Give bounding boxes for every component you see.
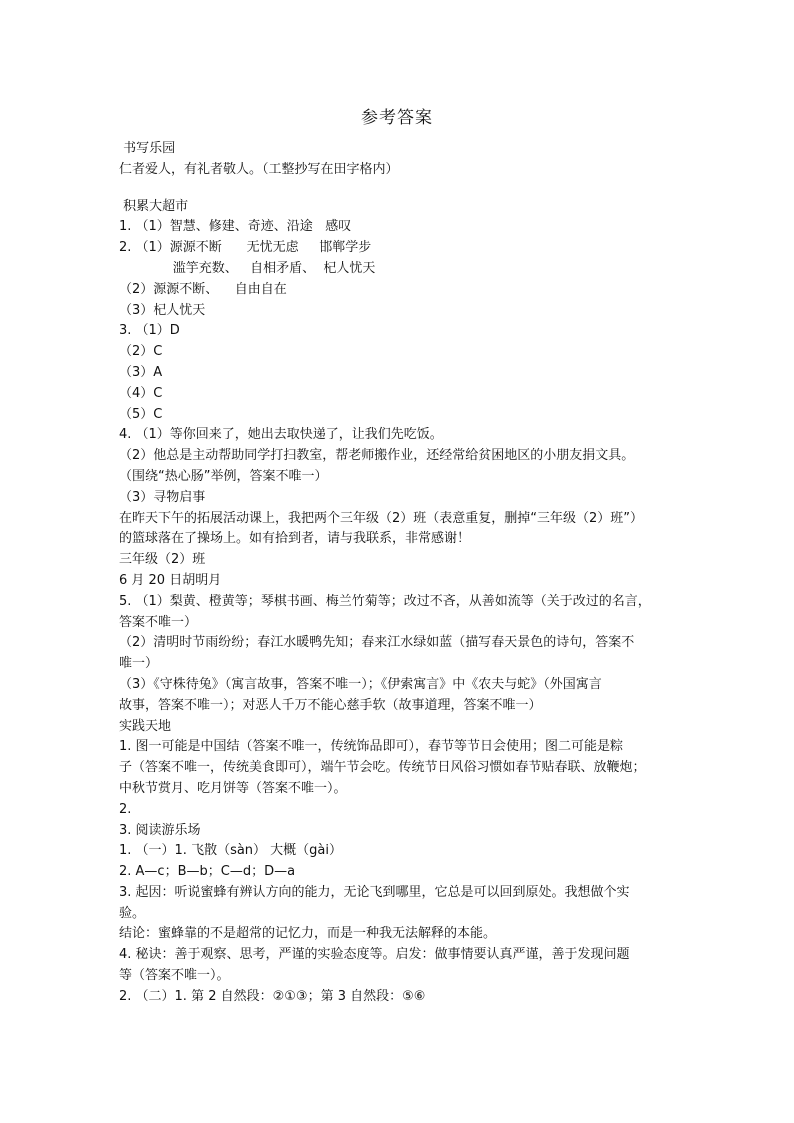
text-line: 验。: [119, 905, 146, 921]
section-heading: 书写乐园: [119, 141, 176, 156]
section-heading: 积累大超市: [119, 198, 189, 214]
section-heading: 实践天地: [119, 718, 172, 734]
text-line: （3）寻物启事: [119, 489, 206, 505]
text-line: 滥竽充数、 自相矛盾、 杞人忧天: [119, 260, 376, 276]
page-title: 参考答案: [361, 108, 433, 128]
text-line: 5. （1）梨黄、橙黄等；琴棋书画、梅兰竹菊等；改过不吝，从善如流等（关于改过的名言，: [119, 593, 651, 609]
text-line: 仁者爱人，有礼者敬人。（工整抄写在田字格内）: [119, 161, 399, 177]
text-line: 1. （一）1. 飞散（sàn） 大概（gài）: [119, 843, 343, 859]
text-line: 三年级（2）班: [119, 552, 206, 568]
blank-line: [119, 181, 679, 197]
text-line: （2）清明时节雨纷纷；春江水暖鸭先知；春来江水绿如蓝（描写春天景色的诗句，答案不: [119, 635, 635, 651]
text-line: 2. （二）1. 第 2 自然段：②①③；第 3 自然段：⑤⑥: [119, 988, 426, 1004]
text-line: 答案不唯一）: [119, 614, 198, 630]
text-line: （围绕“热心肠”举例，答案不唯一）: [119, 468, 328, 484]
text-line: 2.: [119, 801, 132, 817]
answer-body: [119, 139, 679, 1008]
text-line: 子（答案不唯一，传统美食即可），端午节会吃。传统节日风俗习惯如春节贴春联、放鞭炮；: [119, 760, 646, 776]
text-line: （2）源源不断、 自由自在: [119, 281, 287, 297]
text-line: 4. （1）等你回来了，她出去取快递了，让我们先吃饭。: [119, 427, 443, 443]
text-line: 唯一）: [119, 656, 159, 672]
text-line: （5）C: [119, 406, 163, 422]
text-line: 3. 起因：听说蜜蜂有辨认方向的能力，无论飞到哪里，它总是可以回到原处。我想做个实: [119, 884, 630, 900]
section-heading: 3. 阅读游乐场: [119, 822, 201, 838]
text-line: 4. 秘诀：善于观察、思考，严谨的实验态度等。启发：做事情要认真严谨，善于发现问题: [119, 947, 630, 963]
text-line: （4）C: [119, 385, 163, 401]
text-line: （2）C: [119, 344, 163, 360]
text-line: 2. A—c；B—b；C—d；D—a: [119, 864, 296, 880]
text-line: 1. （1）智慧、修建、奇迹、沿途 感叹: [119, 219, 352, 235]
text-line: 在昨天下午的拓展活动课上，我把两个三年级（2）班（表意重复，删掉“三年级（2）班”）: [119, 510, 644, 526]
text-line: 中秋节赏月、吃月饼等（答案不唯一）。: [119, 780, 347, 796]
text-line: （3）A: [119, 364, 163, 380]
text-line: （2）他总是主动帮助同学打扫教室，帮老师搬作业，还经常给贫困地区的小朋友捐文具。: [119, 448, 635, 464]
text-line: 故事，答案不唯一）；对恶人千万不能心慈手软（故事道理，答案不唯一）: [119, 697, 542, 713]
text-line: 结论：蜜蜂靠的不是超常的记忆力，而是一种我无法解释的本能。: [119, 926, 497, 942]
text-line: 等（答案不唯一）。: [119, 968, 230, 984]
text-line: （3）《守株待兔》（寓言故事，答案不唯一）；《伊索寓言》中《农夫与蛇》（外国寓言: [119, 676, 602, 692]
text-line: 3. （1）D: [119, 323, 180, 339]
text-line: （3）杞人忧天: [119, 302, 206, 318]
text-line: 的篮球落在了操场上。如有拾到者，请与我联系，非常感谢！: [119, 531, 471, 547]
text-line: 1. 图一可能是中国结（答案不唯一，传统饰品即可），春节等节日会使用；图二可能是粽: [119, 739, 624, 755]
text-line: 6 月 20 日胡明月: [119, 572, 222, 588]
text-line: 2. （1）源源不断 无忧无虑 邯郸学步: [119, 240, 372, 256]
